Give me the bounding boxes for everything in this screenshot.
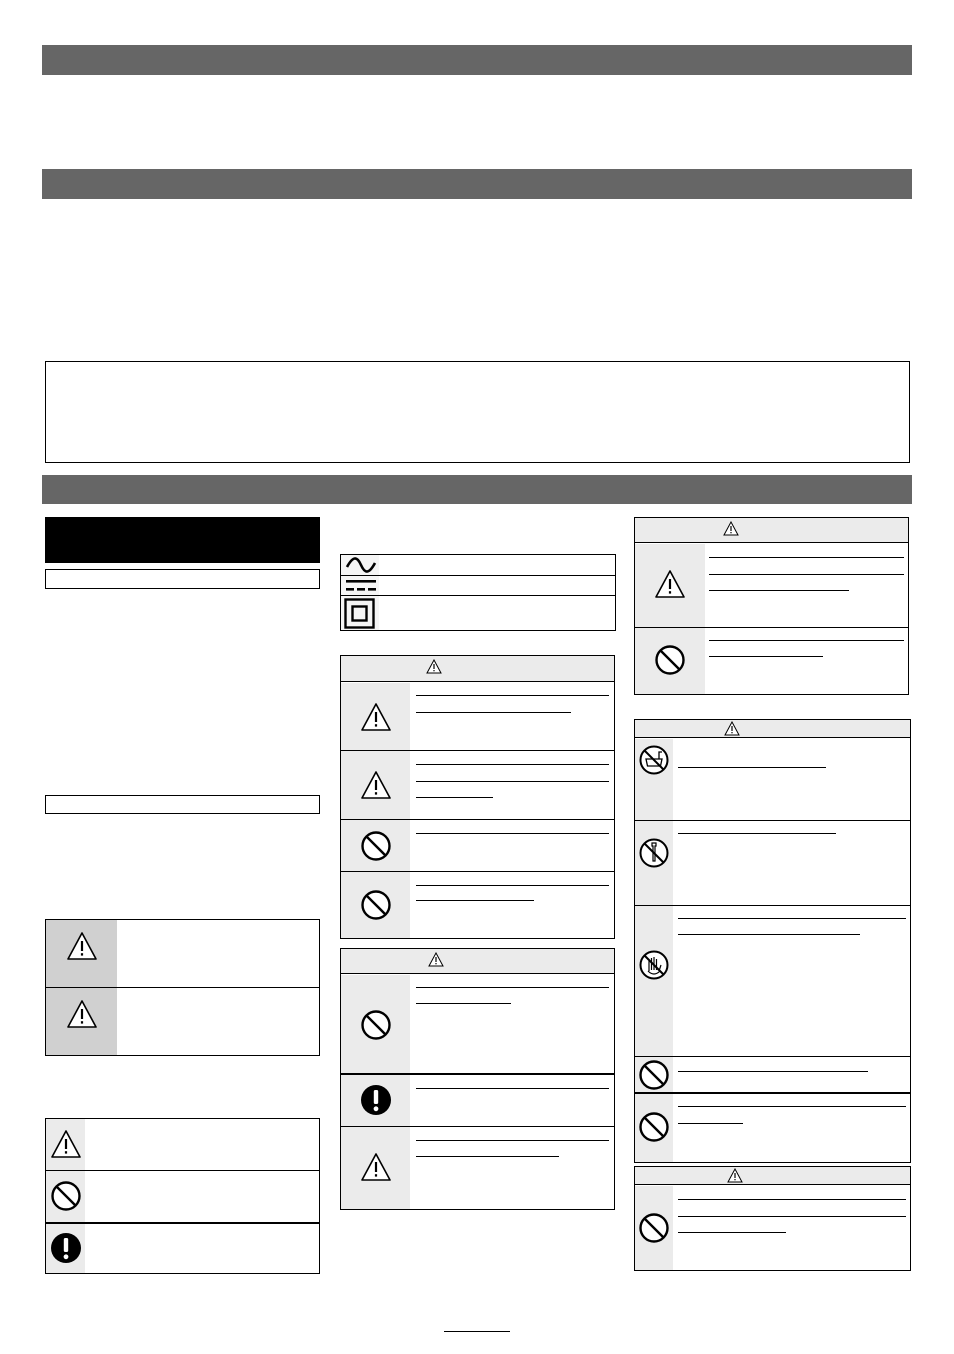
caution-panel-header [635, 1167, 910, 1185]
text-underline [416, 1088, 609, 1089]
notice-box [45, 361, 910, 463]
prohibited-circle-icon [360, 889, 392, 921]
prohibited-circle-icon [638, 1212, 670, 1244]
warning-row-divider [341, 819, 614, 820]
warning-triangle-icon [654, 569, 686, 599]
text-underline [678, 934, 860, 935]
section-2-header-bar [42, 169, 912, 199]
text-underline [416, 833, 609, 834]
electrical-row-divider [341, 595, 615, 596]
dc-symbol-icon [345, 578, 377, 594]
warning-panel-header [341, 656, 614, 682]
electrical-row-divider [341, 575, 615, 576]
text-underline [416, 764, 609, 765]
text-underline [709, 557, 904, 558]
prohibited-circle-icon [654, 644, 686, 676]
prohibited-circle-icon [360, 830, 392, 862]
text-underline [678, 1123, 743, 1124]
electrical-symbols-table [340, 554, 616, 631]
warning-panel-right-1 [634, 517, 909, 695]
no-disassemble-icon [638, 837, 670, 869]
warning-panel-middle [340, 655, 615, 939]
prohibited-circle-icon [360, 1009, 392, 1041]
warning-triangle-icon [66, 931, 98, 961]
text-underline [416, 797, 493, 798]
text-underline [678, 833, 836, 834]
text-underline [416, 712, 571, 713]
text-underline [678, 767, 826, 768]
double-insulation-icon [344, 598, 375, 629]
page-number-line [444, 1331, 510, 1332]
caution-panel-right-2 [634, 719, 911, 1163]
warning-triangle-icon [360, 1152, 392, 1182]
text-underline [416, 1140, 609, 1141]
warning-triangle-icon [426, 659, 442, 674]
caution-row-divider [635, 905, 910, 906]
section-1-header-bar [42, 45, 912, 75]
text-underline [709, 574, 904, 575]
black-title-banner [45, 517, 320, 563]
caution-panel-middle [340, 948, 615, 1210]
warning-row-divider [341, 871, 614, 872]
caution-row-divider [341, 1073, 614, 1075]
text-underline [678, 918, 906, 919]
subheading-box-2 [45, 795, 320, 814]
subheading-box-1 [45, 569, 320, 589]
prohibited-circle-icon [50, 1180, 82, 1212]
warning-row-divider [341, 750, 614, 751]
ac-sine-icon [345, 557, 377, 573]
symbol-row-divider [46, 1170, 319, 1171]
caution-panel-header [635, 720, 910, 738]
section-3-header-bar [42, 475, 912, 504]
warning-triangle-icon [360, 702, 392, 732]
text-underline [709, 656, 823, 657]
warning-panel-header [635, 518, 908, 543]
caution-panel-right-3 [634, 1166, 911, 1271]
warning-triangle-icon [723, 521, 739, 536]
text-underline [416, 1003, 511, 1004]
signal-word-legend-table [45, 919, 320, 1056]
text-underline [416, 885, 609, 886]
text-underline [416, 781, 609, 782]
mandatory-exclamation-icon [360, 1084, 392, 1116]
text-underline [678, 1232, 786, 1233]
warning-triangle-icon [727, 1168, 743, 1183]
mandatory-exclamation-icon [50, 1232, 82, 1264]
text-underline [709, 590, 849, 591]
text-underline [678, 1216, 906, 1217]
warning-triangle-icon [360, 770, 392, 800]
text-underline [678, 1071, 868, 1072]
no-bath-icon [638, 744, 670, 776]
warning-triangle-icon [428, 952, 444, 967]
warning-triangle-icon [50, 1129, 82, 1159]
text-underline [678, 1106, 906, 1107]
text-underline [416, 900, 534, 901]
legend-row-divider [46, 987, 319, 988]
text-underline [416, 1156, 559, 1157]
text-underline [416, 987, 609, 988]
symbol-legend-table [45, 1118, 320, 1274]
caution-row-divider [635, 820, 910, 821]
no-wet-hands-icon [638, 949, 670, 981]
prohibited-circle-icon [638, 1111, 670, 1143]
caution-row-divider [635, 1056, 910, 1057]
prohibited-circle-icon [638, 1059, 670, 1091]
caution-row-divider [341, 1126, 614, 1127]
text-underline [416, 695, 609, 696]
symbol-row-divider [46, 1222, 319, 1224]
warning-triangle-icon [66, 999, 98, 1029]
caution-panel-header [341, 949, 614, 974]
caution-row-divider [635, 1092, 910, 1094]
text-underline [678, 1199, 906, 1200]
warning-row-divider [635, 627, 908, 628]
warning-triangle-icon [724, 721, 740, 736]
text-underline [709, 640, 904, 641]
